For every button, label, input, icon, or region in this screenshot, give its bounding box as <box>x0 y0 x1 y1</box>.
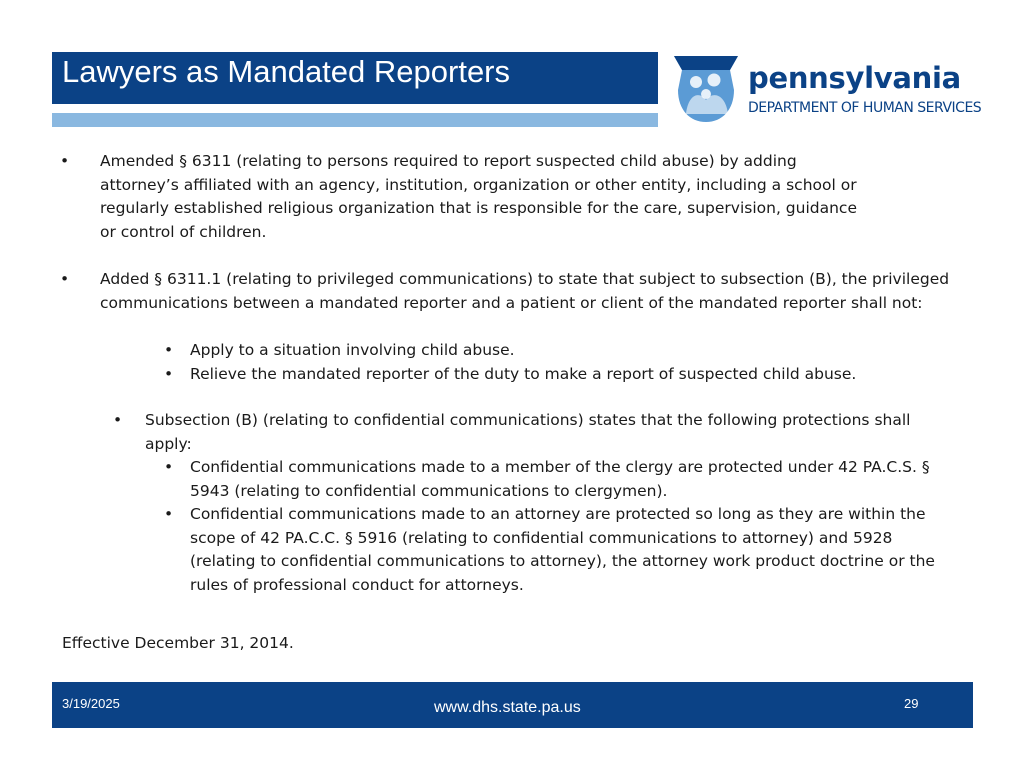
bullet-item-2: Added § 6311.1 (relating to privileged communications) to state that subject to subsection (B), the privileged communications between a mandated reporter and a patient or client of the mandated reporter shall not: <box>100 270 950 312</box>
effective-date: Effective December 31, 2014. <box>62 634 294 652</box>
bullet-icon: • <box>164 458 174 476</box>
logo-wordmark: pennsylvania <box>748 61 961 95</box>
footer-date: 3/19/2025 <box>62 696 120 711</box>
dhs-logo <box>670 52 1010 128</box>
bullet-item-1: Amended § 6311 (relating to persons required to report suspected child abuse) by adding attorney’s affiliated with an agency, institution, organization or other entity, including a school or regularly established religious organization that is responsible for the care, supervision, guidance or control of children. <box>100 152 857 241</box>
sub-item-3-1: Confidential communications made to a member of the clergy are protected under 42 PA.C.S. § 5943 (relating to confidential communications to clergymen). <box>190 458 930 500</box>
sub-item-2-1: Apply to a situation involving child abuse. <box>190 341 515 359</box>
footer-bar <box>52 682 973 728</box>
bullet-icon: • <box>60 152 70 170</box>
sub-item-3-2: Confidential communications made to an attorney are protected so long as they are within the scope of 42 PA.C.C. § 5916 (relating to confidential communications to attorney) and 5928 (relating to confidential communications to attorney), the attorney work product doctrine or the rules of professional conduct for attorneys. <box>190 505 935 594</box>
bullet-item-3: Subsection (B) (relating to confidential communications) states that the following protections shall apply: <box>145 411 911 453</box>
bullet-icon: • <box>60 270 70 288</box>
title-bar <box>52 52 658 104</box>
sub-item-2-2: Relieve the mandated reporter of the duty to make a report of suspected child abuse. <box>190 365 857 383</box>
bullet-icon: • <box>164 365 174 383</box>
keystone-family-icon <box>670 52 742 124</box>
logo-department: DEPARTMENT OF HUMAN SERVICES <box>748 100 982 116</box>
bullet-icon: • <box>113 411 123 429</box>
bullet-icon: • <box>164 505 174 523</box>
title-underline <box>52 113 658 127</box>
slide-title: Lawyers as Mandated Reporters <box>62 54 511 89</box>
bullet-icon: • <box>164 341 174 359</box>
page-number: 29 <box>904 696 919 711</box>
footer-url: www.dhs.state.pa.us <box>434 699 581 716</box>
